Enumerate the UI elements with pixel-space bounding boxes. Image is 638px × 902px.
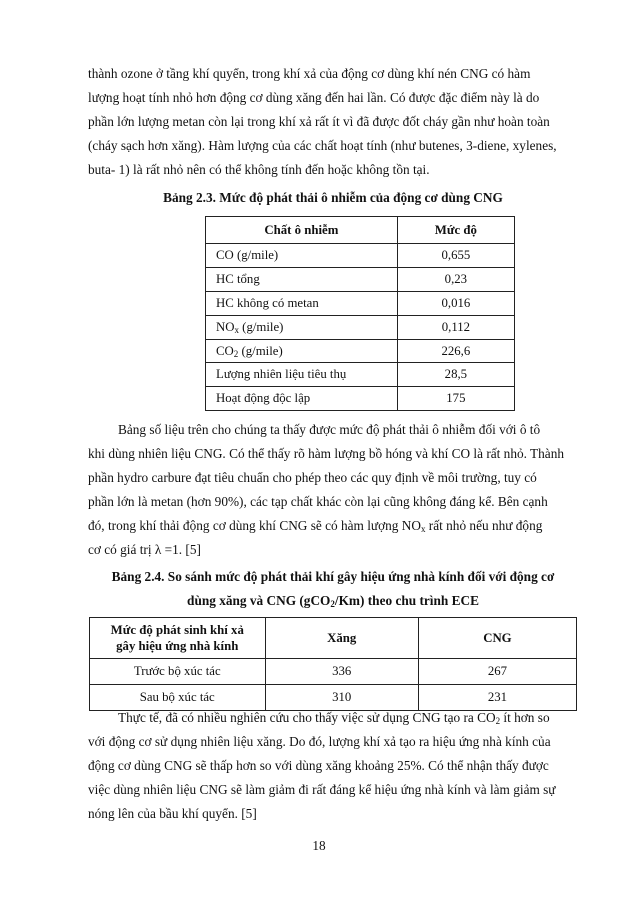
pollutant-value: 0,016: [397, 291, 514, 315]
text-line: đó, trong khí thải động cơ dùng khí CNG sẽ có hàm lượng $NO_x$ rất nhỏ nếu như động: [88, 518, 543, 535]
row-label: Trước bộ xúc tác: [90, 659, 266, 685]
pollutant-value: 175: [397, 387, 514, 411]
table-row: [206, 291, 515, 315]
caption-line: Bảng 2.4. So sánh mức độ phát thải khí gây hiệu ứng nhà kính đối với động cơ: [111, 569, 555, 584]
pollutant-name: HC không có metan: [206, 291, 398, 315]
pollutant-value: 226,6: [397, 339, 514, 363]
emission-table: [205, 216, 515, 411]
text-line: phần lớn lượng metan còn lại trong khí xả rất ít vì đã được đốt cháy gần như hoàn toàn: [88, 114, 550, 130]
table-row: [206, 244, 515, 268]
table-row: [90, 659, 577, 685]
text-line: buta- 1) là rất nhỏ nên có thể không tính đến hoặc không tồn tại.: [88, 162, 430, 178]
pollutant-name: Hoạt động độc lập: [206, 387, 398, 411]
page-number: 18: [312, 838, 326, 853]
pollutant-value: 0,112: [397, 315, 514, 339]
header-gasoline: Xăng: [265, 618, 418, 659]
table-row: [206, 387, 515, 411]
text-line: động cơ dùng CNG sẽ thấp hơn so với dùng xăng khoảng 25%. Có thể nhận thấy được: [88, 758, 549, 774]
pollutant-value: 0,655: [397, 244, 514, 268]
table-header-row: [206, 217, 515, 244]
text-line: khi dùng nhiên liệu CNG. Có thể thấy rõ hàm lượng bồ hóng và khí CO là rất nhỏ. Thành: [88, 446, 564, 462]
table-row: [206, 363, 515, 387]
pollutant-name: $NO_x$ (g/mile): [206, 315, 398, 339]
table-2-4-caption: [88, 565, 578, 613]
table-row: [206, 315, 515, 339]
pollutant-value: 0,23: [397, 267, 514, 291]
header-pollutant: Chất ô nhiễm: [206, 217, 398, 244]
table-row: [206, 267, 515, 291]
text-line: phần lớn là metan (hơn 90%), các tạp chất khác còn lại cũng không đáng kể. Bên cạnh: [88, 494, 548, 510]
table-row: [206, 339, 515, 363]
greenhouse-comparison-table: [89, 617, 577, 711]
cng-value: 231: [418, 685, 576, 711]
pollutant-name: HC tổng: [206, 267, 398, 291]
header-greenhouse-emission: Mức độ phát sinh khí xả gây hiệu ứng nhà kính: [90, 618, 266, 659]
text-line: (cháy sạch hơn xăng). Hàm lượng của các chất hoạt tính (như butenes, 3-diene, xylenes,: [88, 138, 557, 154]
cng-value: 267: [418, 659, 576, 685]
header-cng: CNG: [418, 618, 576, 659]
gasoline-value: 310: [265, 685, 418, 711]
pollutant-name: Lượng nhiên liệu tiêu thụ: [206, 363, 398, 387]
text-line: lượng hoạt tính nhỏ hơn động cơ dùng xăng đến hai lần. Có được đặc điểm này là do: [88, 90, 540, 106]
table-header-row: [90, 618, 577, 659]
text-line: phần hydro carbure đạt tiêu chuẩn cho phép theo các quy định về môi trường, tuy có: [88, 470, 537, 486]
pollutant-value: 28,5: [397, 363, 514, 387]
text-line: thành ozone ở tầng khí quyển, trong khí xả của động cơ dùng khí nén CNG có hàm: [88, 66, 531, 81]
text-line: Bảng số liệu trên cho chúng ta thấy được mức độ phát thải ô nhiễm đối với ô tô: [118, 422, 541, 437]
pollutant-name: CO (g/mile): [206, 244, 398, 268]
text-line: việc dùng nhiên liệu CNG sẽ làm giảm đi rất đáng kể hiệu ứng nhà kính và làm giảm sự: [88, 782, 556, 798]
paragraph-ozone: [88, 62, 578, 182]
row-label: Sau bộ xúc tác: [90, 685, 266, 711]
text-line: nóng lên của bầu khí quyển. [5]: [88, 806, 257, 822]
caption-line: dùng xăng và CNG (gCO$_2$/Km) theo chu trình ECE: [187, 593, 479, 609]
text-line: cơ có giá trị λ =1. [5]: [88, 542, 201, 558]
text-line: Thực tế, đã có nhiều nghiên cứu cho thấy việc sử dụng CNG tạo ra $CO_2$ ít hơn so: [118, 710, 550, 726]
table-2-3-caption: Bảng 2.3. Mức độ phát thải ô nhiễm của động cơ dùng CNG: [163, 190, 503, 205]
header-level: Mức độ: [397, 217, 514, 244]
paragraph-table-analysis: [88, 418, 578, 563]
gasoline-value: 336: [265, 659, 418, 685]
text-line: với động cơ sử dụng nhiên liệu xăng. Do đó, lượng khí xả tạo ra hiệu ứng nhà kính của: [88, 734, 551, 750]
paragraph-conclusion: [88, 706, 578, 826]
pollutant-name: $CO_2$ (g/mile): [206, 339, 398, 363]
